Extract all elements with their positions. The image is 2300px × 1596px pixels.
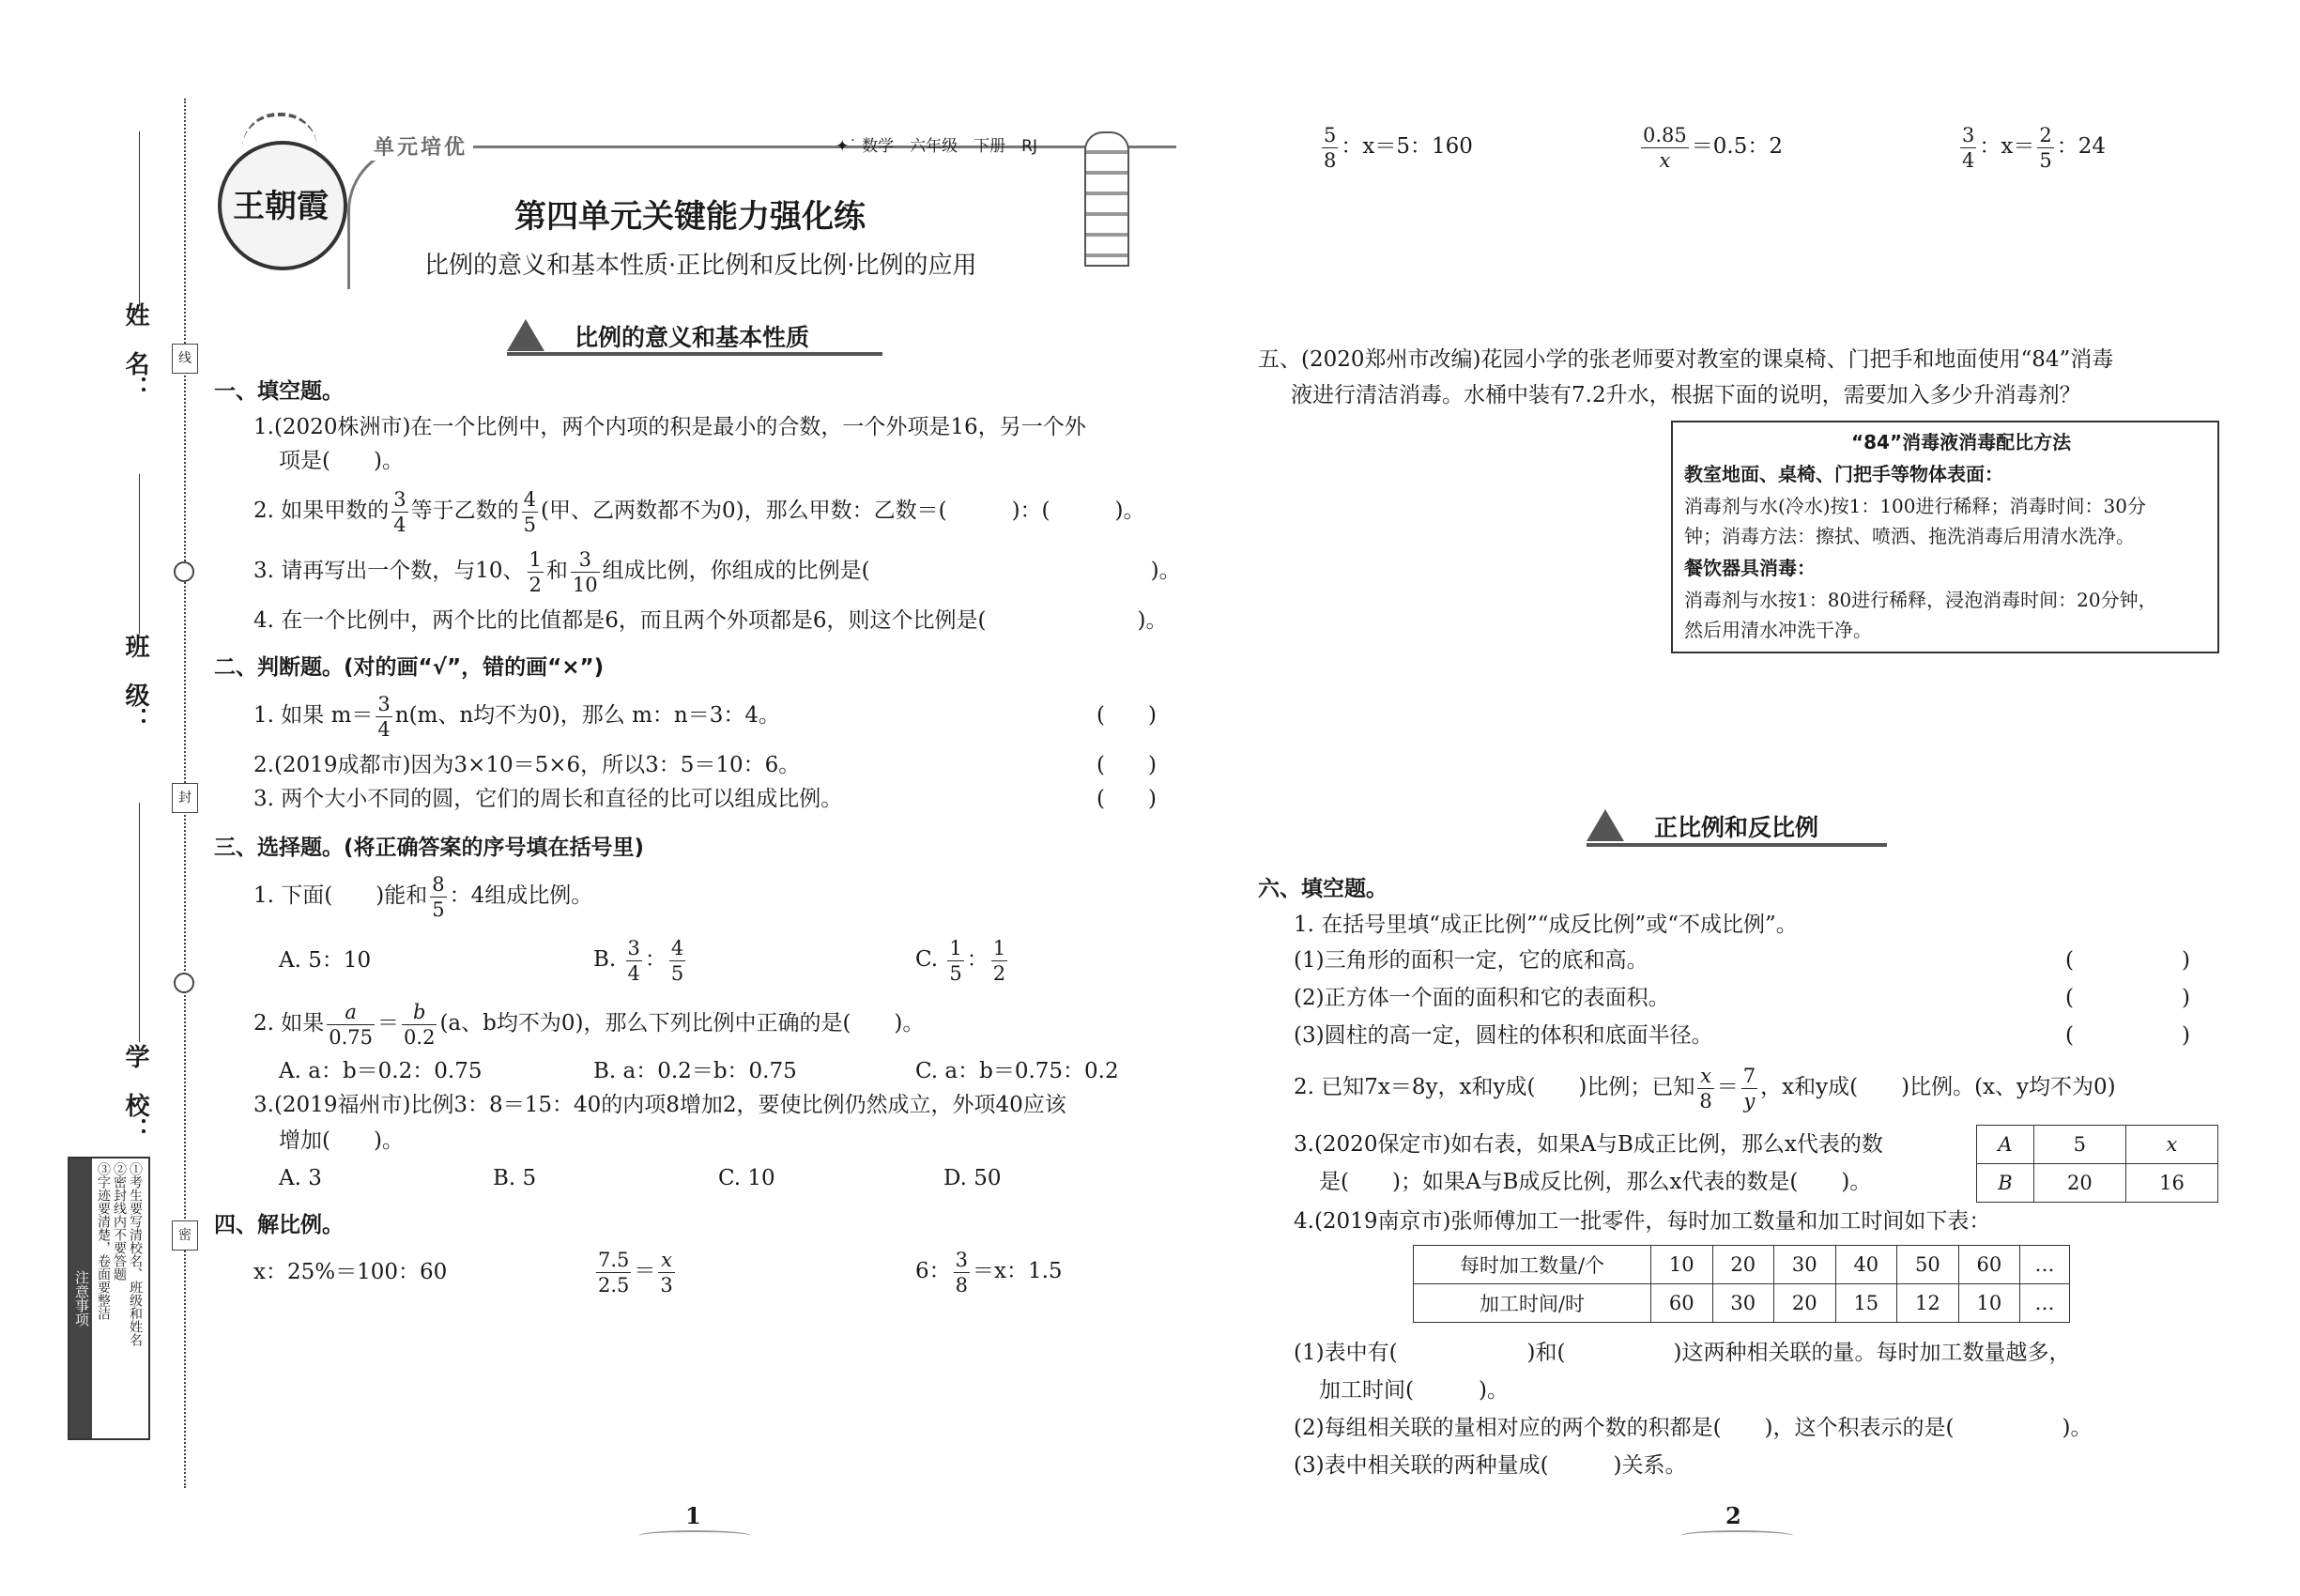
- table-row: [1977, 1126, 2218, 1164]
- q3-1-text: 1. 下面( )能和: [253, 883, 428, 908]
- part4-title: 四、解比例。: [214, 1213, 344, 1237]
- q6-2: 2. 已知7x＝8y，x和y成( )比例；已知 $\frac{x}{8}$ ＝ $\frac{7}{y}$ ，x和y成( )比例。(x、y均不为0): [1294, 1064, 2116, 1113]
- table-cell: 30: [1774, 1246, 1836, 1284]
- equation-5: [1638, 120, 1783, 173]
- table-cell: 30: [1712, 1284, 1774, 1323]
- name-label: 姓 名：: [121, 302, 149, 400]
- page-title: 第四单元关键能力强化练: [514, 198, 866, 236]
- q6-1-2: (2)正方体一个面的面积和它的表面积。: [1294, 986, 1670, 1010]
- fraction: $\frac{8}{5}$: [432, 872, 445, 921]
- q6-1: 1. 在括号里填“成正比例”“成反比例”或“不成比例”。: [1294, 913, 1798, 937]
- q6-1-1: (1)三角形的面积一定，它的底和高。: [1294, 948, 1648, 973]
- equation-1: x：25%＝100：60: [253, 1260, 448, 1284]
- q1-2-text: (甲、乙两数都不为0)，那么甲数：乙数＝( )：( )。: [541, 499, 1145, 523]
- option-label: C.: [915, 947, 939, 972]
- q6-4-2: (2)每组相关联的量相对应的两个数的积都是( )，这个积表示的是( )。: [1294, 1416, 2093, 1440]
- ab-table: [1976, 1125, 2218, 1203]
- table-cell: 60: [1651, 1284, 1713, 1323]
- fraction: $\frac{3}{10}$: [572, 547, 598, 596]
- scissors-icon: [174, 561, 194, 582]
- q3-3-line2: 增加( )。: [279, 1128, 404, 1153]
- q1-4: 4. 在一个比例中，两个比的比值都是6，而且两个外项都是6，则这个比例是( )。: [253, 608, 1168, 633]
- box-line: 然后用清水冲洗干净。: [1684, 619, 1872, 641]
- table-cell: 60: [1958, 1246, 2020, 1284]
- q3-1-option-a: A. 5：10: [279, 948, 372, 973]
- notice-item: ②密封线内不要答题: [112, 1162, 127, 1281]
- table-cell: 16: [2125, 1164, 2217, 1203]
- section-heading-proportion: 正比例和反比例: [1654, 814, 1819, 841]
- equation-6: [1957, 120, 2106, 173]
- q1-2: [253, 484, 1145, 537]
- table-row: [1414, 1284, 2070, 1323]
- box-heading-tableware: 餐饮器具消毒：: [1684, 557, 1816, 579]
- fraction: $\frac{3}{4}$: [377, 692, 391, 741]
- series-info: ✦˙ 数学 六年级 下册 RJ: [836, 137, 1037, 156]
- q6-4-1-line1: (1)表中有( )和( )这两种相关联的量。每时加工数量越多，: [1294, 1341, 2071, 1365]
- page-number-left: 1: [685, 1502, 701, 1529]
- fraction: $\frac{4}{5}$: [670, 936, 684, 985]
- page-number-right: 2: [1725, 1502, 1741, 1529]
- q3-2-option-c: C. a：b＝0.75：0.2: [915, 1059, 1119, 1083]
- page-ornament: [638, 1530, 751, 1542]
- equation-3-text: 6：: [915, 1259, 951, 1283]
- fraction: $\frac{1}{2}$: [992, 936, 1006, 985]
- box-line: 钟；消毒方法：擦拭、喷洒、拖洗消毒后用清水洗净。: [1684, 525, 2135, 547]
- fraction: $\frac{x}{3}$: [660, 1248, 673, 1297]
- table-cell: 20: [1712, 1246, 1774, 1284]
- q2-1-text: 1. 如果 m＝: [253, 703, 374, 728]
- q6-4-1-line2: 加工时间( )。: [1319, 1378, 1509, 1403]
- q3-3-option-d: D. 50: [943, 1166, 1002, 1190]
- crown-icon: [242, 113, 317, 148]
- equation-3-text: ＝x：1.5: [973, 1259, 1063, 1283]
- section-heading-ratio-meaning: 比例的意义和基本性质: [575, 324, 810, 351]
- table-row: [1977, 1164, 2218, 1203]
- q3-3-option-a: A. 3: [279, 1166, 322, 1190]
- option-label: B.: [593, 947, 617, 972]
- notice-item: ③字迹要清楚，卷面要整洁: [96, 1162, 111, 1320]
- q3-3-option-b: B. 5: [493, 1166, 537, 1190]
- answer-blank[interactable]: ( ): [1096, 753, 1157, 777]
- part1-title: 一、填空题。: [214, 379, 344, 404]
- school-line: [139, 803, 140, 1042]
- box-title: “84”消毒液消毒配比方法: [1851, 431, 2072, 453]
- q6-3-line1: 3.(2020保定市)如右表，如果A与B成正比例，那么x代表的数: [1294, 1132, 1883, 1157]
- equation-5-text: ＝0.5：2: [1691, 134, 1783, 159]
- fraction: $\frac{3}{4}$: [627, 936, 640, 985]
- q1-3-text: 组成比例，你组成的比例是( )。: [602, 559, 1181, 583]
- brand-logo: [218, 141, 347, 270]
- equation-2: $\frac{7.5}{2.5}$ ＝ $\frac{x}{3}$: [598, 1248, 673, 1297]
- table-cell: 12: [1897, 1284, 1959, 1323]
- q6-4: 4.(2019南京市)张师傅加工一批零件，每时加工数量和加工时间如下表：: [1294, 1209, 1991, 1234]
- fraction: $\frac{3}{4}$: [1962, 123, 1975, 172]
- fraction: $\frac{1}{5}$: [949, 936, 962, 985]
- q6-2-text: 2. 已知7x＝8y，x和y成( )比例；已知: [1294, 1075, 1695, 1099]
- q6-4-3: (3)表中相关联的两种量成( )关系。: [1294, 1453, 1687, 1478]
- q3-2-option-a: A. a：b＝0.2：0.75: [279, 1059, 483, 1083]
- answer-blank[interactable]: ( ): [2065, 986, 2190, 1010]
- fraction: $\frac{7.5}{2.5}$: [598, 1248, 630, 1297]
- table-cell: 加工时间/时: [1414, 1284, 1651, 1323]
- q3-2-option-b: B. a：0.2＝b：0.75: [593, 1059, 797, 1083]
- table-cell: …: [2020, 1284, 2070, 1323]
- fraction: $\frac{4}{5}$: [523, 487, 537, 536]
- q6-2-text: ，x和y成( )比例。(x、y均不为0): [1760, 1075, 2116, 1099]
- name-line: [139, 131, 140, 305]
- seal-mark-seal: 封: [172, 783, 198, 813]
- q3-3-option-c: C. 10: [718, 1166, 775, 1190]
- part6-title: 六、填空题。: [1258, 877, 1388, 901]
- disinfectant-instructions-box: [1671, 421, 2219, 653]
- part3-title: 三、选择题。(将正确答案的序号填在括号里): [214, 836, 645, 860]
- fraction: $\frac{1}{2}$: [529, 547, 542, 596]
- seal-mark-line: 线: [172, 344, 198, 374]
- notice-box: [68, 1157, 150, 1440]
- seal-mark-secret: 密: [172, 1220, 198, 1251]
- q3-1-option-c: C. $\frac{1}{5}$ ： $\frac{1}{2}$: [915, 936, 1006, 985]
- lighthouse-icon: [1084, 131, 1129, 267]
- q2-2: 2.(2019成都市)因为3×10＝5×6，所以3：5＝10：6。: [253, 753, 801, 777]
- q1-3-text: 3. 请再写出一个数，与10、: [253, 559, 525, 583]
- notice-heading: 注意事项: [69, 1159, 92, 1438]
- q2-1-text: n(m、n均不为0)，那么 m：n＝3：4。: [394, 703, 780, 728]
- scissors-icon: [174, 973, 194, 993]
- class-label: 班 级：: [121, 634, 149, 731]
- box-line: 消毒剂与水(冷水)按1：100进行稀释；消毒时间：30分: [1684, 495, 2146, 517]
- q3-1: [253, 869, 592, 922]
- table-cell: 10: [1958, 1284, 2020, 1323]
- table-cell: 每时加工数量/个: [1414, 1246, 1651, 1284]
- q1-3-text: 和: [545, 559, 568, 583]
- equation-4-text: ：x＝5：160: [1341, 134, 1473, 159]
- school-label: 学 校：: [121, 1044, 149, 1142]
- q3-1-text: ：4组成比例。: [449, 883, 593, 908]
- q1-2-text: 等于乙数的: [410, 499, 519, 523]
- table-cell: 40: [1835, 1246, 1897, 1284]
- q6-1-3: (3)圆柱的高一定，圆柱的体积和底面半径。: [1294, 1023, 1713, 1048]
- sailboat-icon: [507, 319, 544, 351]
- q3-2: 2. 如果 $\frac{a}{0.75}$ ＝ $\frac{b}{0.2}$ (a、b均不为0)，那么下列比例中正确的是( )。: [253, 1000, 925, 1049]
- q1-1-line1: 1.(2020株洲市)在一个比例中，两个内项的积是最小的合数，一个外项是16，另一个外: [253, 415, 1086, 439]
- class-line: [139, 474, 140, 634]
- table-cell: B: [1977, 1164, 2034, 1203]
- equation-4: [1319, 120, 1473, 173]
- q2-1: [253, 689, 780, 742]
- table-cell: A: [1977, 1126, 2034, 1164]
- page-subtitle: 比例的意义和基本性质·正比例和反比例·比例的应用: [424, 252, 977, 280]
- fraction: $\frac{7}{y}$: [1742, 1064, 1756, 1113]
- box-line: 消毒剂与水按1：80进行稀释，浸泡消毒时间：20分钟，: [1684, 589, 2157, 611]
- section-underline: [507, 352, 882, 356]
- sailboat-icon: [1587, 809, 1624, 841]
- q3-2-text: (a、b均不为0)，那么下列比例中正确的是( )。: [439, 1011, 925, 1036]
- q3-2-text: 2. 如果: [253, 1011, 325, 1036]
- q1-2-text: 2. 如果甲数的: [253, 499, 390, 523]
- q1-1-line2: 项是( )。: [279, 449, 404, 473]
- fraction: $\frac{5}{8}$: [1324, 123, 1337, 172]
- equation-6-text: ：24: [2056, 134, 2107, 159]
- q3-3-line1: 3.(2019福州市)比例3：8＝15：40的内项8增加2，要使比例仍然成立，外项40应该: [253, 1093, 1066, 1117]
- table-cell: x: [2125, 1126, 2217, 1164]
- q3-1-option-b: B. $\frac{3}{4}$ ： $\frac{4}{5}$: [593, 936, 684, 985]
- table-cell: …: [2020, 1246, 2070, 1284]
- answer-blank[interactable]: ( ): [2065, 1023, 2190, 1048]
- equation-3: [915, 1245, 1063, 1297]
- part2-title: 二、判断题。(对的画“√”，错的画“×”): [214, 655, 605, 680]
- equation-6-text: ：x＝: [1979, 134, 2035, 159]
- table-cell: 10: [1651, 1246, 1713, 1284]
- q6-3-line2: 是( )；如果A与B成反比例，那么x代表的数是( )。: [1319, 1170, 1872, 1194]
- fraction: $\frac{3}{8}$: [955, 1248, 969, 1297]
- answer-blank[interactable]: ( ): [1096, 703, 1157, 728]
- table-cell: 20: [2033, 1164, 2125, 1203]
- fraction: $\frac{b}{0.2}$: [404, 1000, 436, 1049]
- answer-blank[interactable]: ( ): [2065, 948, 2190, 973]
- table-cell: 20: [1774, 1284, 1836, 1323]
- part5-line1: 五、(2020郑州市改编)花园小学的张老师要对教室的课桌椅、门把手和地面使用“84”消毒: [1258, 347, 2114, 372]
- logo-text: 王朝霞: [233, 188, 329, 225]
- table-cell: 5: [2033, 1126, 2125, 1164]
- q2-3: 3. 两个大小不同的圆，它们的周长和直径的比可以组成比例。: [253, 787, 843, 811]
- processing-table: [1413, 1245, 2070, 1323]
- fraction: $\frac{x}{8}$: [1699, 1064, 1712, 1113]
- fraction: $\frac{0.85}{x}$: [1643, 123, 1687, 172]
- part5-line2: 液进行清洁消毒。水桶中装有7.2升水，根据下面的说明，需要加入多少升消毒剂？: [1291, 383, 2081, 407]
- page-ornament: [1680, 1530, 1793, 1542]
- table-row: [1414, 1246, 2070, 1284]
- fraction: $\frac{a}{0.75}$: [329, 1000, 374, 1049]
- section-underline: [1587, 843, 1887, 847]
- fraction: $\frac{3}{4}$: [393, 487, 406, 536]
- table-cell: 50: [1897, 1246, 1959, 1284]
- fraction: $\frac{2}{5}$: [2039, 123, 2052, 172]
- notice-item: ①考生要写清校名、班级和姓名: [128, 1162, 143, 1346]
- box-heading-surfaces: 教室地面、桌椅、门把手等物体表面：: [1684, 463, 2003, 485]
- table-cell: 15: [1835, 1284, 1897, 1323]
- unit-tab: 单元培优: [368, 131, 473, 161]
- q1-3: [253, 545, 1181, 597]
- answer-blank[interactable]: ( ): [1096, 787, 1157, 811]
- series-info-text: 数学 六年级 下册 RJ: [862, 137, 1037, 156]
